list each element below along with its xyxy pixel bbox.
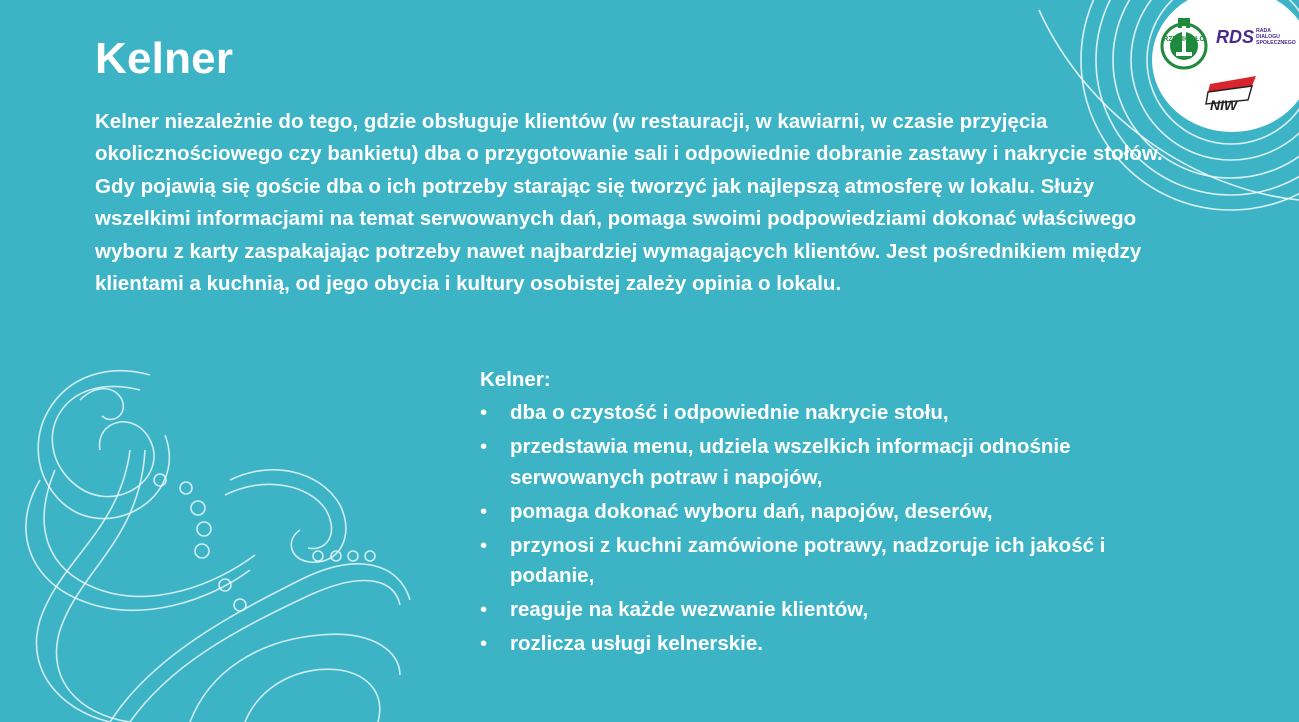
- duty-item: • przedstawia menu, udziela wszelkich informacji odnośnie serwowanych potraw i napojów,: [480, 432, 1180, 493]
- slide-title: Kelner: [95, 34, 234, 83]
- niw-logo: [1200, 70, 1260, 114]
- rds-line-1: RADA: [1256, 28, 1271, 34]
- rds-mark: RDS: [1216, 27, 1255, 47]
- duty-item: • pomaga dokonać wyboru dań, napojów, deserów,: [480, 497, 1180, 528]
- rzemioslo-text: RZEMIOSŁO: [1163, 36, 1205, 43]
- duties-heading: Kelner:: [480, 368, 551, 391]
- rds-line-3: SPOŁECZNEGO: [1256, 40, 1296, 46]
- niw-text: NIW: [1210, 97, 1238, 113]
- duty-item: • przynosi z kuchni zamówione potrawy, nadzoruje ich jakość i podanie,: [480, 531, 1180, 592]
- swirl-ornament: [0, 330, 480, 722]
- duties-list: [480, 398, 1180, 663]
- intro-paragraph: Kelner niezależnie do tego, gdzie obsługuje klientów (w restauracji, w kawiarni, w czasie przyjęcia okolicznościowego czy bankietu) dba o przygotowanie sali i odpowiednie dobranie zastawy i nakrycie stołów. Gdy pojawią się goście dba o ich potrzeby starając się tworzyć jak najlepszą atmosferę w lokalu. Służy wszelkimi informacjami na temat serwowanych dań, pomaga swoimi podpowiedziami dokonać właściwego wyboru z karty zaspakajając potrzeby nawet najbardziej wymagających klientów. Jest pośrednikiem między klientami a kuchnią, od jego obycia i kultury osobistej zależy opinia o lokalu.: [95, 110, 1163, 296]
- duty-item: • dba o czystość i odpowiednie nakrycie stołu,: [480, 398, 1180, 429]
- duty-item: • reaguje na każde wezwanie klientów,: [480, 595, 1180, 626]
- duty-item: • rozlicza usługi kelnerskie.: [480, 629, 1180, 660]
- rds-logo: [1216, 24, 1298, 48]
- rzemioslo-logo: [1158, 16, 1210, 70]
- rds-line-2: DIALOGU: [1256, 34, 1280, 40]
